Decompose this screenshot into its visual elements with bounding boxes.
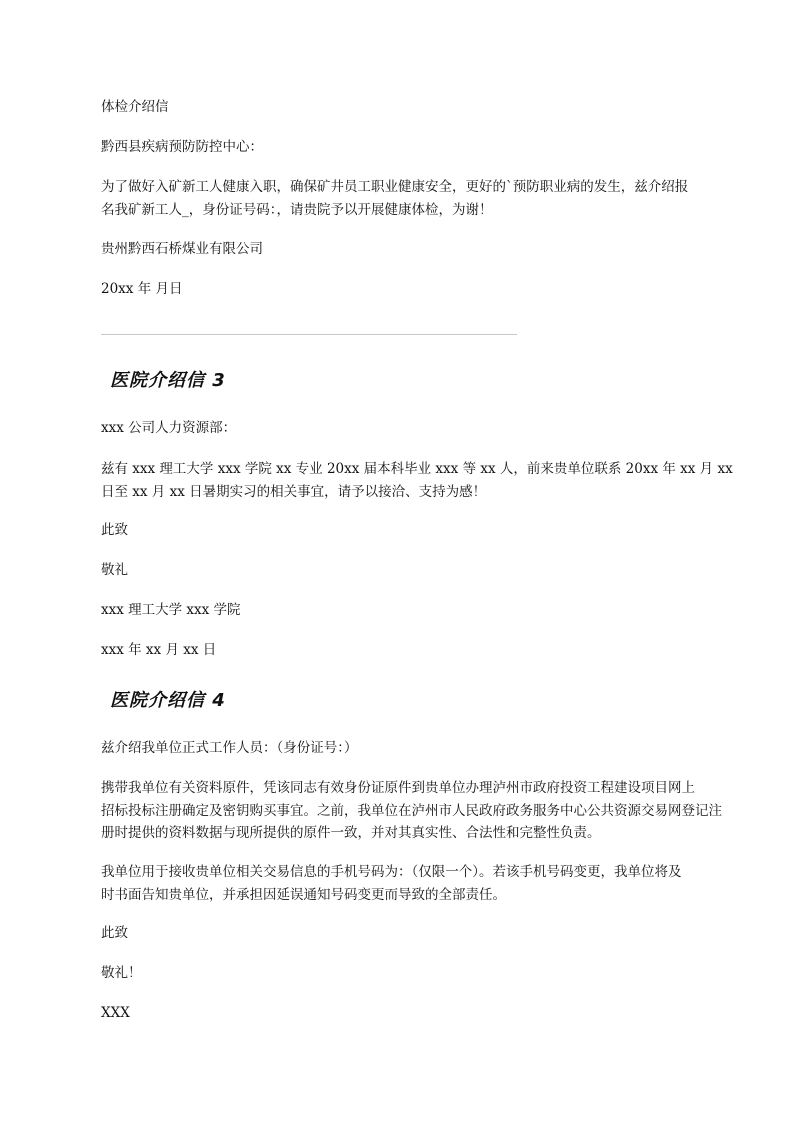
section-heading: 医院介绍信 4 bbox=[110, 690, 226, 711]
letter-recipient: 黔西县疾病预防防控中心： bbox=[101, 139, 263, 155]
letter-body-line: 我单位用于接收贵单位相关交易信息的手机号码为：（仅限一个）。若该手机号码变更，我单位将及 bbox=[101, 864, 682, 880]
letter-title: 体检介绍信 bbox=[101, 99, 169, 115]
letter-body-line: 招标投标注册确定及密钥购买事宜。之前，我单位在泸州市人民政府政务服务中心公共资源交易网登记注 bbox=[101, 803, 722, 819]
letter-closing: 敬礼 bbox=[101, 562, 128, 578]
letter-body-line: 名我矿新工人_，身份证号码：，请贵院予以开展健康体检，为谢！ bbox=[101, 202, 493, 218]
letter-body-line: 携带我单位有关资料原件，凭该同志有效身份证原件到贵单位办理泸州市政府投资工程建设项目网上 bbox=[101, 780, 695, 796]
letter-closing: 敬礼！ bbox=[101, 965, 142, 981]
letter-recipient: xxx 公司人力资源部： bbox=[101, 420, 237, 436]
letter-closing: 此致 bbox=[101, 925, 128, 941]
letter-body-line: 时书面告知贵单位，并承担因延误通知号码变更而导致的全部责任。 bbox=[101, 887, 506, 903]
letter-body-line: 为了做好入矿新工人健康入职，确保矿井员工职业健康安全，更好的`预防职业病的发生，兹介绍报 bbox=[101, 179, 689, 195]
letter-body-line: 兹有 xxx 理工大学 xxx 学院 xx 专业 20xx 届本科毕业 xxx 等 xx 人，前来贵单位联系 20xx 年 xx 月 xx bbox=[101, 461, 733, 477]
letter-body-line: 日至 xx 月 xx 日暑期实习的相关事宜，请予以接洽、支持为感！ bbox=[101, 484, 487, 500]
letter-intro: 兹介绍我单位正式工作人员：（身份证号：） bbox=[101, 740, 358, 756]
letter-company: 贵州黔西石桥煤业有限公司 bbox=[101, 241, 263, 257]
letter-body-line: 册时提供的资料数据与现所提供的原件一致，并对其真实性、合法性和完整性负责。 bbox=[101, 825, 601, 841]
section-divider bbox=[101, 334, 517, 335]
letter-closing: 此致 bbox=[101, 522, 128, 538]
letter-date: 20xx 年 月日 bbox=[101, 281, 183, 297]
letter-signer: xxx 理工大学 xxx 学院 bbox=[101, 602, 241, 618]
letter-date: xxx 年 xx 月 xx 日 bbox=[101, 642, 217, 658]
section-heading: 医院介绍信 3 bbox=[110, 370, 226, 391]
letter-signer: XXX bbox=[101, 1005, 130, 1021]
